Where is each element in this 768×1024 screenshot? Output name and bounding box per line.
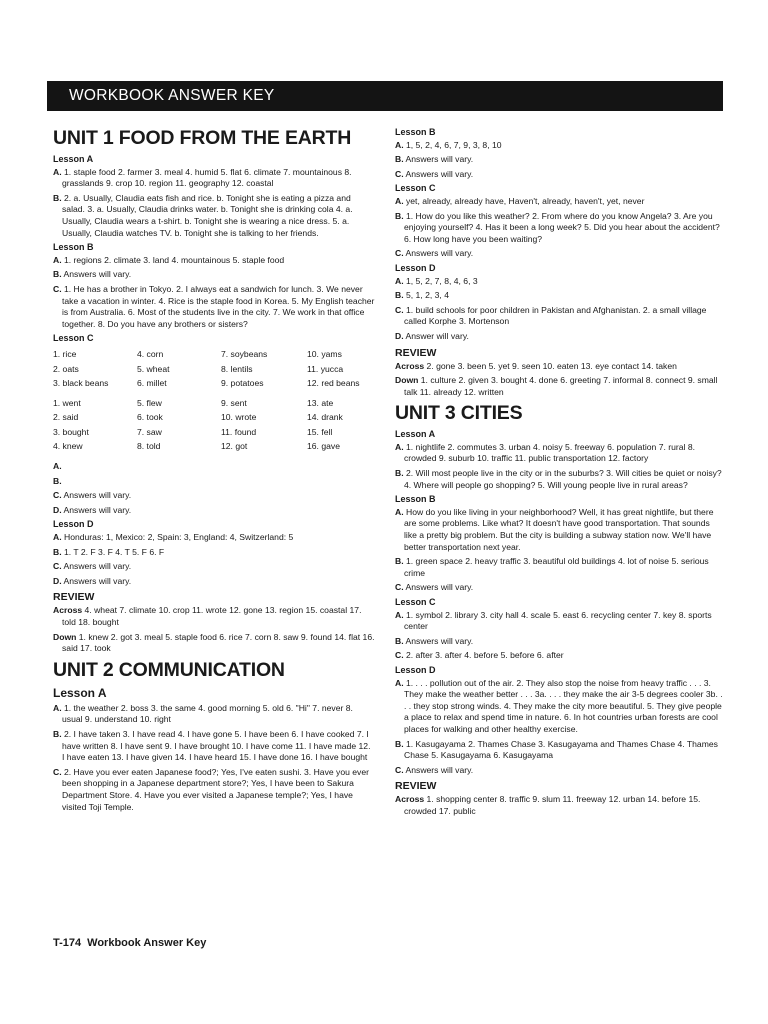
item-text: Answer will vary.	[405, 330, 469, 341]
item-label: C.	[395, 248, 404, 259]
item-text: 1. shopping center 8. traffic 9. slum 11. freeway 12. urban 14. before 15. crowded 17. public	[404, 794, 701, 816]
unit1-lesson-a-item-b	[53, 193, 375, 239]
item-label: B.	[395, 738, 404, 749]
item-label: A.	[395, 441, 404, 452]
unit2-lesson-a-item-c	[53, 767, 375, 813]
grid-cell: 3. bought	[53, 426, 89, 437]
unit2-lesson-c-head: Lesson C	[395, 183, 436, 194]
item-label: B.	[53, 269, 62, 280]
unit3-lesson-c-item-c	[395, 650, 723, 662]
unit2-title: UNIT 2 COMMUNICATION	[53, 658, 285, 681]
unit3-title: UNIT 3 CITIES	[395, 402, 523, 425]
unit2-lesson-a-head: Lesson A	[53, 685, 107, 700]
item-text: Answers will vary.	[405, 168, 474, 179]
item-label: Down	[53, 631, 77, 642]
unit3-lesson-b-item-a	[395, 507, 723, 553]
unit1-lesson-a-head: Lesson A	[53, 154, 94, 164]
item-label: C.	[53, 490, 62, 501]
item-label: A.	[395, 275, 404, 286]
item-label: B.	[395, 290, 404, 301]
grid-cell: 3. black beans	[53, 378, 109, 389]
item-text: Answers will vary.	[405, 248, 474, 259]
unit3-review-head: REVIEW	[395, 780, 437, 793]
page-footer	[53, 936, 206, 950]
item-text: 1. How do you like this weather? 2. From where do you know Angela? 3. Are you enjoying yourself? 4. Has it been a long week? 5. Did you hear about the accident? 6. How long have you been waiting?	[404, 210, 720, 244]
unit3-lesson-a-item-a	[395, 442, 723, 465]
item-label: D.	[53, 504, 62, 515]
item-text: Honduras: 1, Mexico: 2, Spain: 3, England: 4, Switzerland: 5	[63, 532, 294, 543]
item-label: Across	[395, 794, 425, 805]
grid-cell: 10. wrote	[221, 412, 257, 423]
grid-cell: 5. flew	[137, 397, 162, 408]
grid-cell: 7. soybeans	[221, 348, 268, 359]
unit1-lesson-c-item-b	[53, 476, 375, 488]
grid-cell: 13. ate	[307, 397, 334, 408]
unit2-lesson-b-item-c	[395, 169, 723, 181]
item-label: A.	[53, 166, 62, 177]
unit1-lesson-b-head: Lesson B	[53, 242, 94, 253]
grid-cell: 15. fell	[307, 426, 333, 437]
grid-cell: 5. wheat	[137, 363, 170, 374]
footer-label: Workbook Answer Key	[87, 937, 207, 949]
item-text: 1, 5, 2, 7, 8, 4, 6, 3	[405, 275, 478, 286]
item-text: 2. gone 3. been 5. yet 9. seen 10. eaten 13. eye contact 14. taken	[426, 360, 677, 371]
item-label: D.	[53, 575, 62, 586]
unit1-lesson-d-item-c	[53, 561, 375, 573]
item-text: 1. T 2. F 3. F 4. T 5. F 6. F	[63, 546, 165, 557]
grid-cell: 4. knew	[53, 441, 83, 452]
unit1-lesson-c-item-d	[53, 505, 375, 517]
grid-cell: 16. gave	[307, 441, 340, 452]
unit3-lesson-a-item-b	[395, 468, 723, 491]
item-label: A.	[395, 139, 404, 150]
item-label: C.	[395, 168, 404, 179]
unit2-review-across	[395, 361, 723, 373]
grid-cell: 11. found	[221, 426, 257, 437]
item-text: 2. a. Usually, Claudia eats fish and rice. b. Tonight she is eating a pizza and salad. 3. a. Usually, Claudia drinks water. b. Tonight she is drinking cola 4. a. Usually, Claudia wears a t-shirt. b. Tonight she is wearing a nice dress. 5. a. Usually, Claudia watches TV. b. Tonight she is talking to her friends.	[62, 192, 353, 238]
unit2-review-down	[395, 375, 723, 398]
grid-cell: 11. yucca	[307, 363, 344, 374]
unit2-lesson-a-item-a	[53, 703, 375, 726]
unit2-lesson-a-item-b	[53, 729, 375, 764]
item-text: Answers will vary.	[63, 269, 132, 280]
item-text: 1. green space 2. heavy traffic 3. beautiful old buildings 4. lot of noise 5. serious crime	[404, 556, 709, 578]
left-column	[53, 124, 375, 816]
grid-cell: 4. corn	[137, 348, 164, 359]
unit2-lesson-c-item-b	[395, 211, 723, 246]
unit1-review-across	[53, 605, 375, 628]
unit1-review-down	[53, 632, 375, 655]
item-label: C.	[53, 283, 62, 294]
unit1-lesson-b-item-c	[53, 284, 375, 330]
item-text: 1. build schools for poor children in Pakistan and Afghanistan. 2. a small village called Korphe 3. Mortenson	[404, 304, 707, 327]
unit1-lesson-d-item-b	[53, 547, 375, 559]
grid-cell: 6. took	[137, 412, 163, 423]
item-text: 5, 1, 2, 3, 4	[405, 290, 449, 301]
unit2-lesson-d-item-c	[395, 305, 723, 328]
item-label: B.	[53, 546, 62, 557]
item-text: Answers will vary.	[63, 504, 132, 515]
unit2-lesson-d-item-a	[395, 276, 723, 288]
unit3-review-across	[395, 794, 723, 817]
grid-cell: 6. millet	[137, 378, 167, 389]
item-text: 2. Will most people live in the city or in the suburbs? 3. Will cities be quiet or noisy? 4. Where will people go shopping? 5. Will young people live in rural areas?	[404, 468, 722, 490]
item-label: Across	[53, 605, 83, 616]
right-column	[395, 124, 723, 821]
word-grid-2	[53, 398, 375, 453]
unit1-lesson-d-item-d	[53, 576, 375, 588]
grid-cell: 9. sent	[221, 397, 247, 408]
item-text: 1. symbol 2. library 3. city hall 4. scale 5. east 6. recycling center 7. key 8. sports center	[404, 609, 712, 632]
unit3-lesson-c-head: Lesson C	[395, 597, 436, 607]
unit3-lesson-c-item-b	[395, 636, 723, 648]
item-label: D.	[395, 330, 404, 341]
grid-cell: 1. rice	[53, 348, 77, 359]
unit1-lesson-b-item-a	[53, 255, 375, 267]
item-label: A.	[395, 195, 404, 206]
word-grid-1	[53, 349, 375, 390]
item-label: C.	[53, 766, 62, 777]
header-bar	[47, 81, 723, 111]
item-text: Answers will vary.	[63, 561, 132, 572]
item-label: A.	[53, 532, 62, 543]
unit2-lesson-c-item-c	[395, 248, 723, 260]
item-label: B.	[53, 475, 62, 486]
item-label: Down	[395, 375, 419, 386]
item-text: 1. regions 2. climate 3. land 4. mountainous 5. staple food	[63, 254, 285, 265]
unit1-lesson-c-item-c	[53, 490, 375, 502]
grid-cell: 12. red beans	[307, 378, 360, 389]
grid-cell: 2. said	[53, 412, 79, 423]
item-label: C.	[395, 582, 404, 593]
item-label: B.	[395, 468, 404, 479]
unit2-lesson-d-item-d	[395, 331, 723, 343]
item-label: C.	[395, 304, 404, 315]
grid-cell: 7. saw	[137, 426, 162, 437]
unit3-lesson-a-head: Lesson A	[395, 429, 436, 440]
unit3-lesson-d-item-b	[395, 739, 723, 762]
item-text: 2. I have taken 3. I have read 4. I have gone 5. I have been 6. I have cooked 7. I have written 8. I have sent 9. I have brought 10. I have come 11. I have made 12. I have eaten 13. I have given 14. I have heard 15. I have done 16. I have bought	[62, 728, 371, 763]
item-text: 1. staple food 2. farmer 3. meal 4. humid 5. flat 6. climate 7. mountainous 8. grasslands 9. crop 10. region 11. geography 12. coastal	[62, 166, 352, 189]
grid-cell: 8. lentils	[221, 363, 253, 374]
item-label: B.	[395, 210, 404, 221]
item-text: 1. Kasugayama 2. Thames Chase 3. Kasugayama and Thames Chase 4. Thames Chase 5. Kasugayama 6. Kasugayama	[404, 738, 718, 761]
item-label: B.	[395, 556, 404, 567]
item-label: A.	[395, 506, 404, 517]
item-text: 1. . . . pollution out of the air. 2. They also stop the noise from heavy traffic . . . 3. They make the weather better . . . 3a. . . . they make the air 3-5 degrees cooler 3b. . . . they stop strong winds. 4. They make the city more beautiful. 5. They give people a place to relax and spend time in nature. 6. In hot countries urban forests are cool places for walking and other healthy exercise.	[404, 677, 723, 734]
item-text: 1. culture 2. given 3. bought 4. done 6. greeting 7. informal 8. connect 9. small talk 11. already 12. written	[404, 375, 718, 397]
unit2-review-head: REVIEW	[395, 346, 437, 359]
grid-cell: 10. yams	[307, 348, 342, 359]
item-text: Answers will vary.	[405, 635, 474, 646]
unit3-lesson-d-item-a	[395, 678, 723, 736]
item-text: Answers will vary.	[63, 490, 132, 501]
item-text: 2. after 3. after 4. before 5. before 6. after	[405, 650, 564, 661]
item-label: C.	[395, 764, 404, 775]
unit3-lesson-c-item-a	[395, 610, 723, 633]
unit1-lesson-c-head: Lesson C	[53, 333, 94, 344]
item-label: C.	[53, 561, 62, 572]
item-label: A.	[53, 461, 62, 472]
item-label: A.	[395, 609, 404, 620]
unit3-lesson-b-head: Lesson B	[395, 494, 436, 505]
item-text: yet, already, already have, Haven't, already, haven't, yet, never	[405, 195, 645, 206]
item-label: B.	[395, 635, 404, 646]
unit2-lesson-b-item-a	[395, 140, 723, 152]
unit1-title: UNIT 1 FOOD FROM THE EARTH	[53, 127, 352, 149]
grid-cell: 1. went	[53, 397, 81, 408]
item-text: 1, 5, 2, 4, 6, 7, 9, 3, 8, 10	[405, 139, 502, 150]
unit1-lesson-a-item-a	[53, 167, 375, 190]
page-number: T-174	[53, 937, 82, 949]
item-text: Answers will vary.	[405, 154, 474, 165]
item-text: 2. Have you ever eaten Japanese food?; Yes, I've eaten sushi. 3. Have you ever been shopping in a Japanese department store?; Yes, I have been to Sakura Department Store. 4. Have you ever visited a Japanese temple?; Yes, I have visited Toji Temple.	[62, 766, 369, 812]
item-label: A.	[395, 677, 404, 688]
item-text: 1. knew 2. got 3. meal 5. staple food 6. rice 7. corn 8. saw 9. found 14. flat 16. said 17. took	[62, 631, 375, 654]
unit3-lesson-d-head: Lesson D	[395, 664, 436, 675]
unit3-lesson-b-item-c	[395, 582, 723, 594]
unit1-lesson-c-item-a	[53, 461, 375, 473]
grid-cell: 9. potatoes	[221, 378, 264, 389]
item-label: B.	[53, 192, 62, 203]
unit1-review-head: REVIEW	[53, 591, 95, 604]
item-label: B.	[395, 154, 404, 165]
unit2-lesson-c-item-a	[395, 196, 723, 208]
item-text: How do you like living in your neighborhood? Well, it has great nightlife, but there are some problems. Like what? It doesn't have good transportation. That sounds like a pretty big problem. But the city is building a subway station now. We'll have better transportation next year.	[404, 506, 714, 552]
unit2-lesson-b-item-b	[395, 154, 723, 166]
item-text: Answers will vary.	[405, 764, 474, 775]
grid-cell: 2. oats	[53, 363, 79, 374]
grid-cell: 12. got	[221, 441, 248, 452]
unit2-lesson-d-head: Lesson D	[395, 262, 436, 273]
unit1-lesson-d-item-a	[53, 532, 375, 544]
unit3-lesson-d-item-c	[395, 765, 723, 777]
unit3-lesson-b-item-b	[395, 556, 723, 579]
item-text: Answers will vary.	[405, 582, 474, 593]
header-title: WORKBOOK ANSWER KEY	[69, 87, 275, 104]
item-label: Across	[395, 360, 425, 371]
item-text: 1. nightlife 2. commutes 3. urban 4. noisy 5. freeway 6. population 7. rural 8. crowded 9. suburb 10. traffic 11. public transportation 12. factory	[404, 441, 695, 464]
item-label: B.	[53, 728, 62, 739]
unit2-lesson-d-item-b	[395, 290, 723, 302]
item-label: A.	[53, 254, 62, 265]
item-text: 1. the weather 2. boss 3. the same 4. good morning 5. old 6. "Hi" 7. never 8. usual 9. understand 10. right	[62, 702, 353, 725]
item-text: 4. wheat 7. climate 10. crop 11. wrote 12. gone 13. region 15. coastal 17. told 18. bought	[62, 605, 362, 627]
grid-cell: 8. told	[137, 441, 161, 452]
item-text: Answers will vary.	[63, 575, 132, 586]
item-label: C.	[395, 650, 404, 661]
unit1-lesson-b-item-b	[53, 269, 375, 281]
item-text: 1. He has a brother in Tokyo. 2. I always eat a sandwich for lunch. 3. We never take a vacation in winter. 4. Rice is the staple food in Korea. 5. My English teacher is from Australia. 6. Most of the students live in the city. 7. We work in that office together. 8. Do you have any brothers or sisters?	[62, 283, 375, 329]
unit1-lesson-d-head: Lesson D	[53, 519, 94, 530]
grid-cell: 14. drank	[307, 412, 343, 423]
unit2-lesson-b-head: Lesson B	[395, 127, 436, 137]
item-label: A.	[53, 702, 62, 713]
